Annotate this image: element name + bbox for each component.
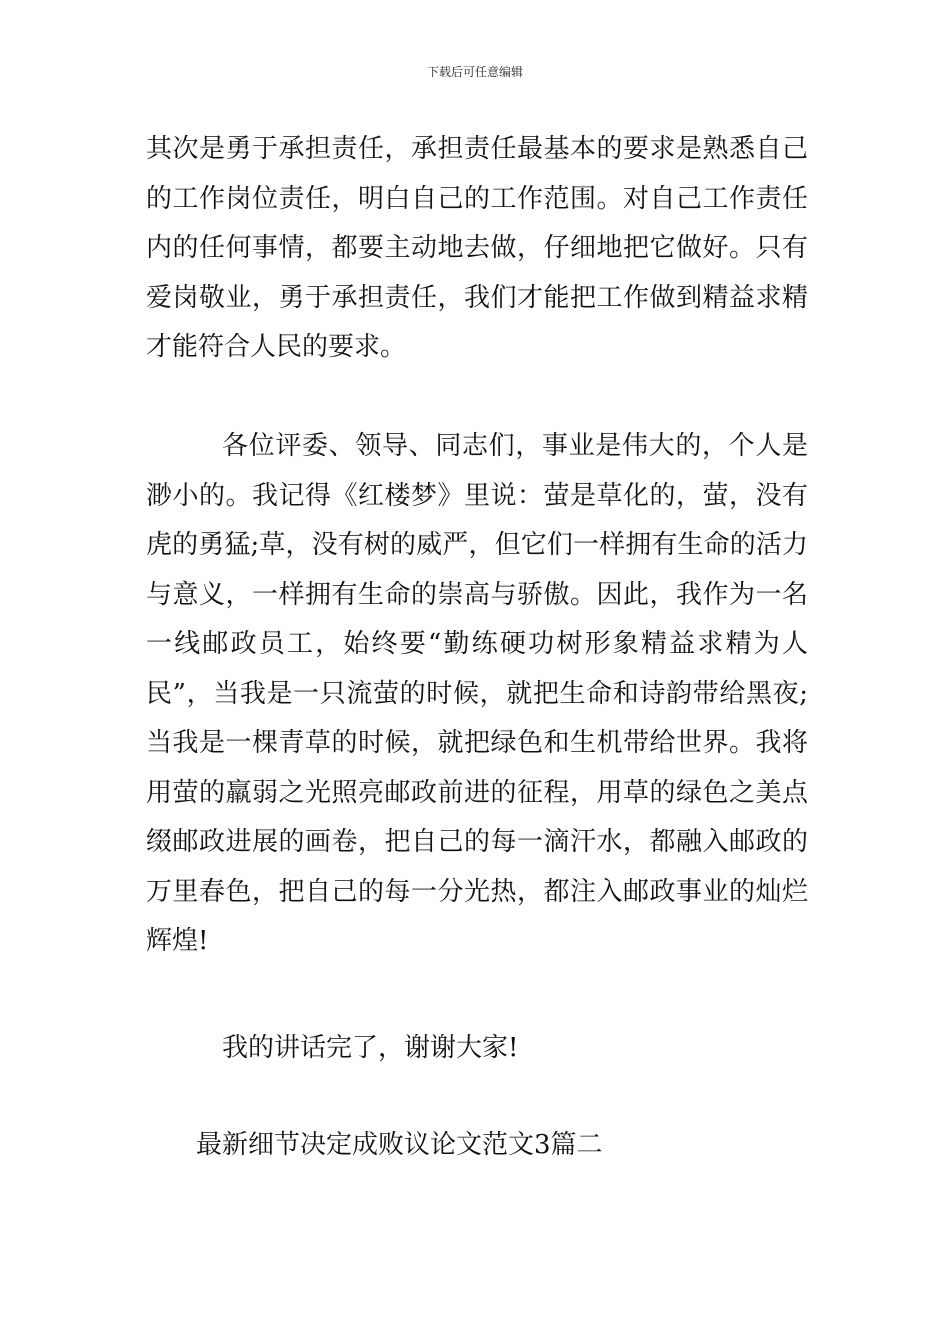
paragraph-spacer (146, 373, 808, 423)
paragraph-line: 才能符合人民的要求。 (146, 332, 407, 362)
paragraph-line: 与意义，一样拥有生命的崇高与骄傲。因此，我作为一名 (146, 579, 808, 610)
paragraph-line: 一线邮政员工，始终要“勤练硬功树形象精益求精为人 (146, 629, 808, 659)
paragraph-line: 当我是一棵青草的时候，就把绿色和生机带给世界。我将 (146, 728, 808, 758)
paragraph-line: 各位评委、领导、同志们，事业是伟大的，个人是 (222, 431, 808, 461)
paragraph-line: 万里春色，把自己的每一分光热，都注入邮政事业的灿烂 (146, 876, 808, 907)
paragraph-line: 用萤的羸弱之光照亮邮政前进的征程，用草的绿色之美点 (146, 777, 808, 808)
paragraph-line: 渺小的。我记得《红楼梦》里说：萤是草化的，萤，没有 (146, 480, 808, 511)
document-body (146, 125, 808, 967)
paragraph-line: 虎的勇猛;草，没有树的威严，但它们一样拥有生命的活力 (146, 530, 808, 560)
paragraph-line: 民”，当我是一只流萤的时候，就把生命和诗韵带给黑夜; (146, 678, 808, 709)
paragraph-line: 缀邮政进展的画卷，把自己的每一滴汗水，都融入邮政的 (146, 827, 808, 857)
section-subtitle: 最新细节决定成败议论文范文3篇二 (196, 1130, 603, 1160)
paragraph-line: 其次是勇于承担责任，承担责任最基本的要求是熟悉自己 (146, 134, 808, 164)
paragraph-line: 内的任何事情，都要主动地去做，仔细地把它做好。只有 (146, 233, 808, 263)
paragraph-line: 辉煌! (146, 926, 209, 956)
paragraph-line: 的工作岗位责任，明白自己的工作范围。对自己工作责任 (146, 183, 808, 214)
paragraph-line: 爱岗敬业，勇于承担责任，我们才能把工作做到精益求精 (146, 282, 808, 313)
paragraph-speech (146, 422, 808, 967)
closing-remark: 我的讲话完了，谢谢大家! (222, 1033, 519, 1063)
paragraph-responsibility (146, 125, 808, 373)
page-header-note: 下载后可任意编辑 (426, 65, 523, 79)
